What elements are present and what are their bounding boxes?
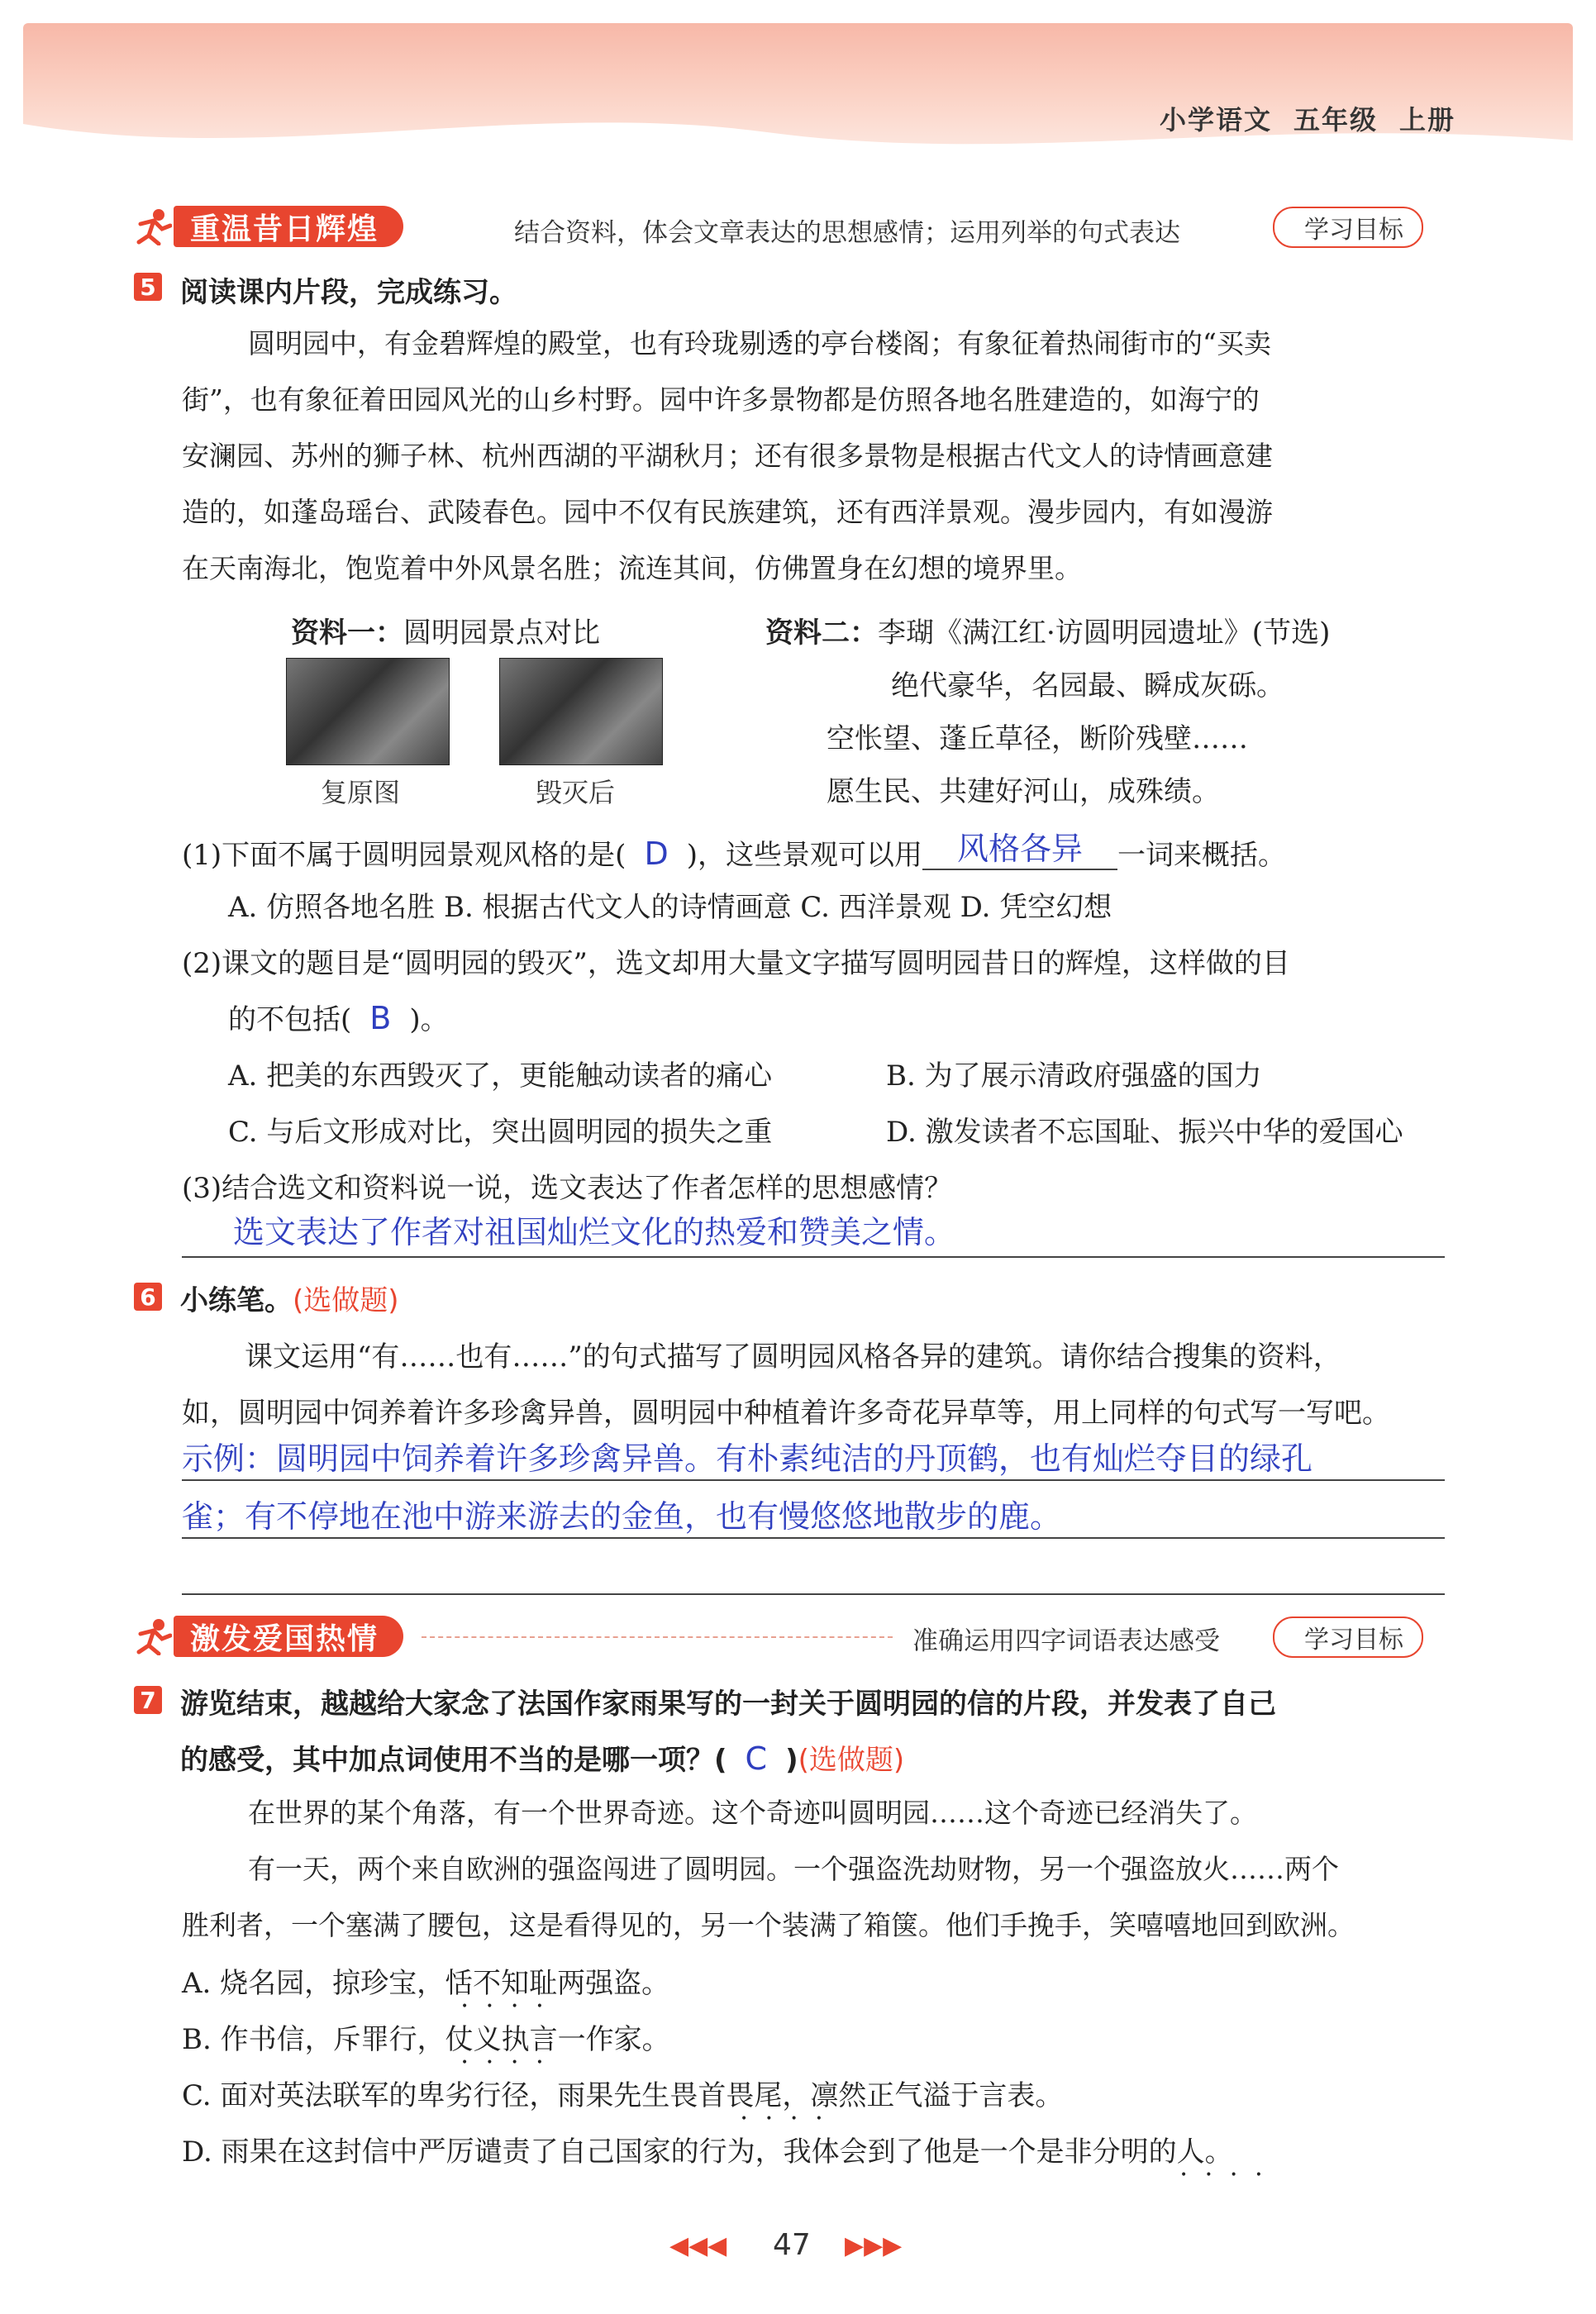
answer-line: [182, 1593, 1445, 1595]
subq2-text: 的不包括(: [228, 1003, 352, 1036]
subquestion-2-cont: [228, 997, 449, 1037]
material1-label: 资料一：: [291, 617, 403, 650]
goal-tag: [1273, 207, 1423, 248]
material1: [291, 610, 600, 650]
subq1-text: 一词来概括。: [1117, 839, 1286, 872]
header-title: [1138, 99, 1455, 137]
subq1-blank: [922, 823, 1117, 870]
passage-line: 在天南海北，饱览着中外风景名胜；流连其间，仿佛置身在幻想的境界里。: [182, 552, 1082, 584]
question-title: [180, 1278, 399, 1318]
goal-tag-label: 学习目标: [1304, 1626, 1403, 1655]
subquestion-3: (3)结合选文和资料说一说，选文表达了作者怎样的思想感情？: [182, 1172, 953, 1205]
section-title: 重温昔日辉煌: [174, 206, 403, 247]
q6-answer: 示例：圆明园中饲养着许多珍禽异兽。有朴素纯洁的丹顶鹤，也有灿烂夺目的绿孔: [182, 1440, 1313, 1477]
material2-label: 资料二：: [765, 617, 878, 650]
material2: [765, 610, 1330, 650]
q7-option-a: A. 烧名园，掠珍宝，恬不知耻两强盗。: [182, 1967, 670, 2000]
goal-tag: [1273, 1616, 1423, 1658]
image-caption: 复原图: [321, 777, 401, 808]
q7-option-b: B. 作书信，斥罪行，仗义执言一作家。: [182, 2023, 670, 2056]
dashed-divider: [422, 1636, 893, 1638]
goal-description: 结合资料，体会文章表达的思想感情；运用列举的句式表达: [514, 218, 1180, 248]
q6-prompt: 如，圆明园中饲养着许多珍禽异兽，圆明园中种植着许多奇花异草等，用上同样的句式写一写吧。: [182, 1397, 1390, 1430]
subq1-answer: D: [644, 836, 669, 872]
material1-title: 圆明园景点对比: [403, 617, 600, 650]
optional-tag: (选做题): [798, 1744, 905, 1777]
answer-line: [182, 1479, 1445, 1481]
next-page-arrows: ▶▶▶: [845, 2231, 903, 2260]
subquestion-2: (2)课文的题目是“圆明园的毁灭”，选文却用大量文字描写圆明园昔日的辉煌，这样做的目: [182, 947, 1290, 980]
passage-line: 圆明园中，有金碧辉煌的殿堂，也有玲珑剔透的亭台楼阁；有象征着热闹街市的“买卖: [248, 327, 1271, 359]
section-badge-patriotism: [132, 1613, 403, 1659]
subq3-answer: 选文表达了作者对祖国灿烂文化的热爱和赞美之情。: [233, 1214, 956, 1250]
answer-line: [182, 1256, 1445, 1258]
q6-title: 小练笔。: [180, 1284, 293, 1317]
q7-option-c: C. 面对英法联军的卑劣行径，雨果先生畏首畏尾，凛然正气溢于言表。: [182, 2079, 1064, 2112]
runner-icon: [132, 206, 174, 247]
question-title: 阅读课内片段，完成练习。: [180, 276, 517, 309]
passage-line: 街”，也有象征着田园风光的山乡村野。园中许多景物都是仿照各地名胜建造的，如海宁的: [182, 383, 1260, 416]
goal-tag-label: 学习目标: [1304, 216, 1403, 245]
material2-title: 李瑚《满江红·访圆明园遗址》(节选): [878, 617, 1331, 650]
q7-option-d: D. 雨果在这封信中严厉谴责了自己国家的行为，我体会到了他是一个是非分明的人。: [182, 2135, 1233, 2169]
poem-line: 愿生民、共建好河山，成殊绩。: [827, 775, 1220, 808]
subquestion-1: [182, 828, 1286, 875]
subq1-text: (1)下面不属于圆明园景观风格的是(: [182, 839, 626, 872]
subq2-answer: B: [369, 1000, 392, 1036]
q7-answer: C: [745, 1740, 768, 1777]
passage-line: 安澜园、苏州的狮子林、杭州西湖的平湖秋月；还有很多景物是根据古代文人的诗情画意建: [182, 440, 1273, 472]
q6-answer: 雀；有不停地在池中游来游去的金鱼，也有慢悠悠地散步的鹿。: [182, 1498, 1062, 1535]
section-title: 激发爱国热情: [174, 1616, 403, 1657]
poem-line: 空怅望、蓬丘草径，断阶残壁……: [827, 722, 1248, 755]
q7-passage: 胜利者，一个塞满了腰包，这是看得见的，另一个装满了箱箧。他们手挽手，笑嘻嘻地回到欧洲。: [182, 1909, 1355, 1941]
subq2-option-a: A. 把美的东西毁灭了，更能触动读者的痛心: [228, 1059, 773, 1093]
question-number: 5: [134, 273, 162, 301]
question-number: 7: [134, 1686, 162, 1714]
header-subject: 小学语文: [1159, 104, 1272, 136]
subq1-options: A. 仿照各地名胜 B. 根据古代文人的诗情画意 C. 西洋景观 D. 凭空幻想: [228, 891, 1112, 924]
q7-passage: 有一天，两个来自欧洲的强盗闯进了圆明园。一个强盗洗劫财物，另一个强盗放火……两个: [248, 1853, 1339, 1885]
q7-title: ): [785, 1744, 798, 1777]
header-volume: 上册: [1398, 104, 1455, 136]
restored-image: [286, 658, 450, 765]
question-number: 6: [134, 1283, 162, 1311]
subq2-option-d: D. 激发读者不忘国耻、振兴中华的爱国心: [886, 1116, 1403, 1149]
q7-passage: 在世界的某个角落，有一个世界奇迹。这个奇迹叫圆明园……这个奇迹已经消失了。: [248, 1797, 1257, 1829]
emphasis-dots: ••••: [461, 2000, 562, 2013]
subq1-fill: 风格各异: [956, 831, 1083, 867]
question-title: 游览结束，越越给大家念了法国作家雨果写的一封关于圆明园的信的片段，并发表了自己: [180, 1688, 1276, 1721]
q7-title: 的感受，其中加点词使用不当的是哪一项？(: [180, 1744, 727, 1777]
q6-prompt: 课文运用“有……也有……”的句式描写了圆明园风格各异的建筑。请你结合搜集的资料，: [245, 1340, 1341, 1374]
subq2-option-b: B. 为了展示清政府强盛的国力: [886, 1059, 1262, 1093]
question-title-cont: [180, 1737, 904, 1778]
header-grade: 五年级: [1293, 104, 1378, 136]
emphasis-dots: ••••: [1180, 2169, 1281, 2182]
prev-page-arrows: ◀◀◀: [669, 2231, 727, 2260]
section-badge-review: [132, 203, 403, 250]
image-caption: 毁灭后: [536, 777, 616, 808]
subq2-text: )。: [409, 1003, 449, 1036]
poem-line: 绝代豪华，名园最、瞬成灰砾。: [891, 669, 1284, 702]
subq1-text: )，这些景观可以用: [686, 839, 922, 872]
ruins-image: [499, 658, 663, 765]
optional-tag: (选做题): [293, 1284, 399, 1317]
goal-description: 准确运用四字词语表达感受: [912, 1626, 1220, 1656]
emphasis-dots: ••••: [741, 2112, 841, 2126]
runner-icon: [132, 1616, 174, 1657]
emphasis-dots: ••••: [461, 2056, 562, 2069]
page-number: 47: [773, 2228, 811, 2262]
passage-line: 造的，如蓬岛瑶台、武陵春色。园中不仅有民族建筑，还有西洋景观。漫步园内，有如漫游: [182, 496, 1273, 528]
subq2-option-c: C. 与后文形成对比，突出圆明园的损失之重: [228, 1116, 773, 1149]
answer-line: [182, 1537, 1445, 1539]
